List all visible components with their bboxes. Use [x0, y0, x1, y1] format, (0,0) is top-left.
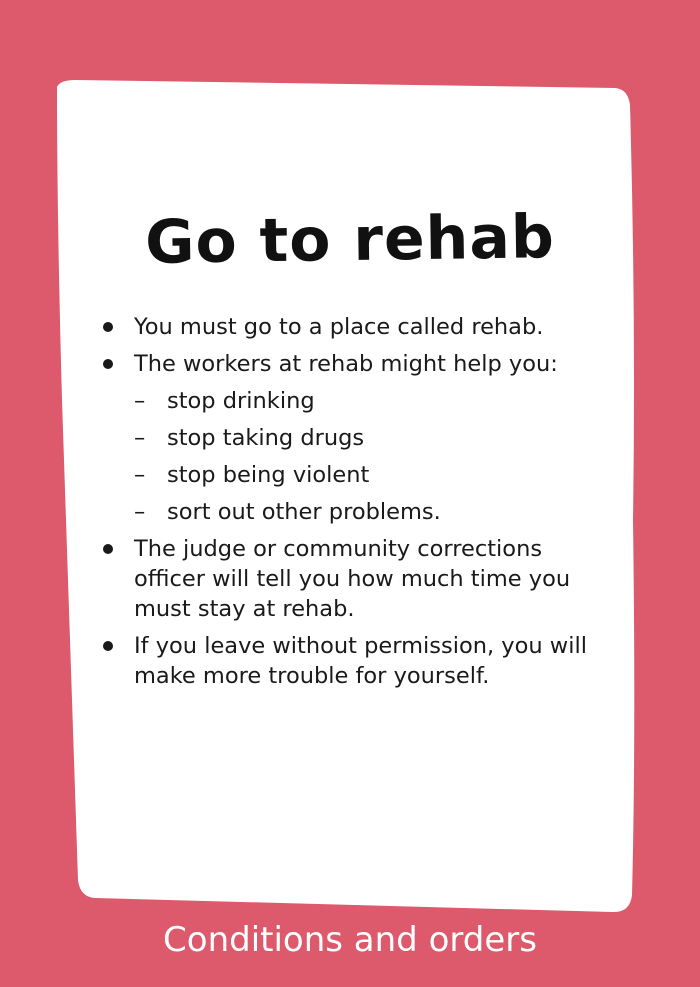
list-item [100, 349, 600, 527]
sub-list-item-text: stop drinking [167, 388, 315, 414]
bullet-icon [103, 641, 113, 651]
sub-list-item [134, 460, 600, 490]
bullet-icon [103, 544, 113, 554]
list-item-text: You must go to a place called rehab. [134, 314, 544, 340]
list-item-text: If you leave without permission, you will make more trouble for yourself. [134, 633, 587, 689]
list-item [100, 312, 600, 342]
bullet-icon [103, 359, 113, 369]
dash-icon: – [134, 499, 146, 525]
condition-list [100, 312, 600, 698]
bullet-icon [103, 322, 113, 332]
sub-list-item-text: stop being violent [167, 462, 370, 488]
sub-list-item [134, 423, 600, 453]
sub-list-item-text: sort out other problems. [167, 499, 441, 525]
list-item-text: The workers at rehab might help you: [134, 351, 558, 377]
sub-list-item [134, 497, 600, 527]
sub-list-item [134, 386, 600, 416]
list-item [100, 534, 600, 624]
list-item-text: The judge or community corrections officer will tell you how much time you must stay at rehab. [134, 536, 571, 622]
footer-category-label: Conditions and orders [163, 920, 537, 960]
dash-icon: – [134, 425, 146, 451]
card-title: Go to rehab [144, 202, 556, 278]
dash-icon: – [134, 462, 146, 488]
dash-icon: – [134, 388, 146, 414]
sub-list-item-text: stop taking drugs [167, 425, 365, 451]
sub-list [134, 386, 600, 527]
list-item [100, 631, 600, 691]
